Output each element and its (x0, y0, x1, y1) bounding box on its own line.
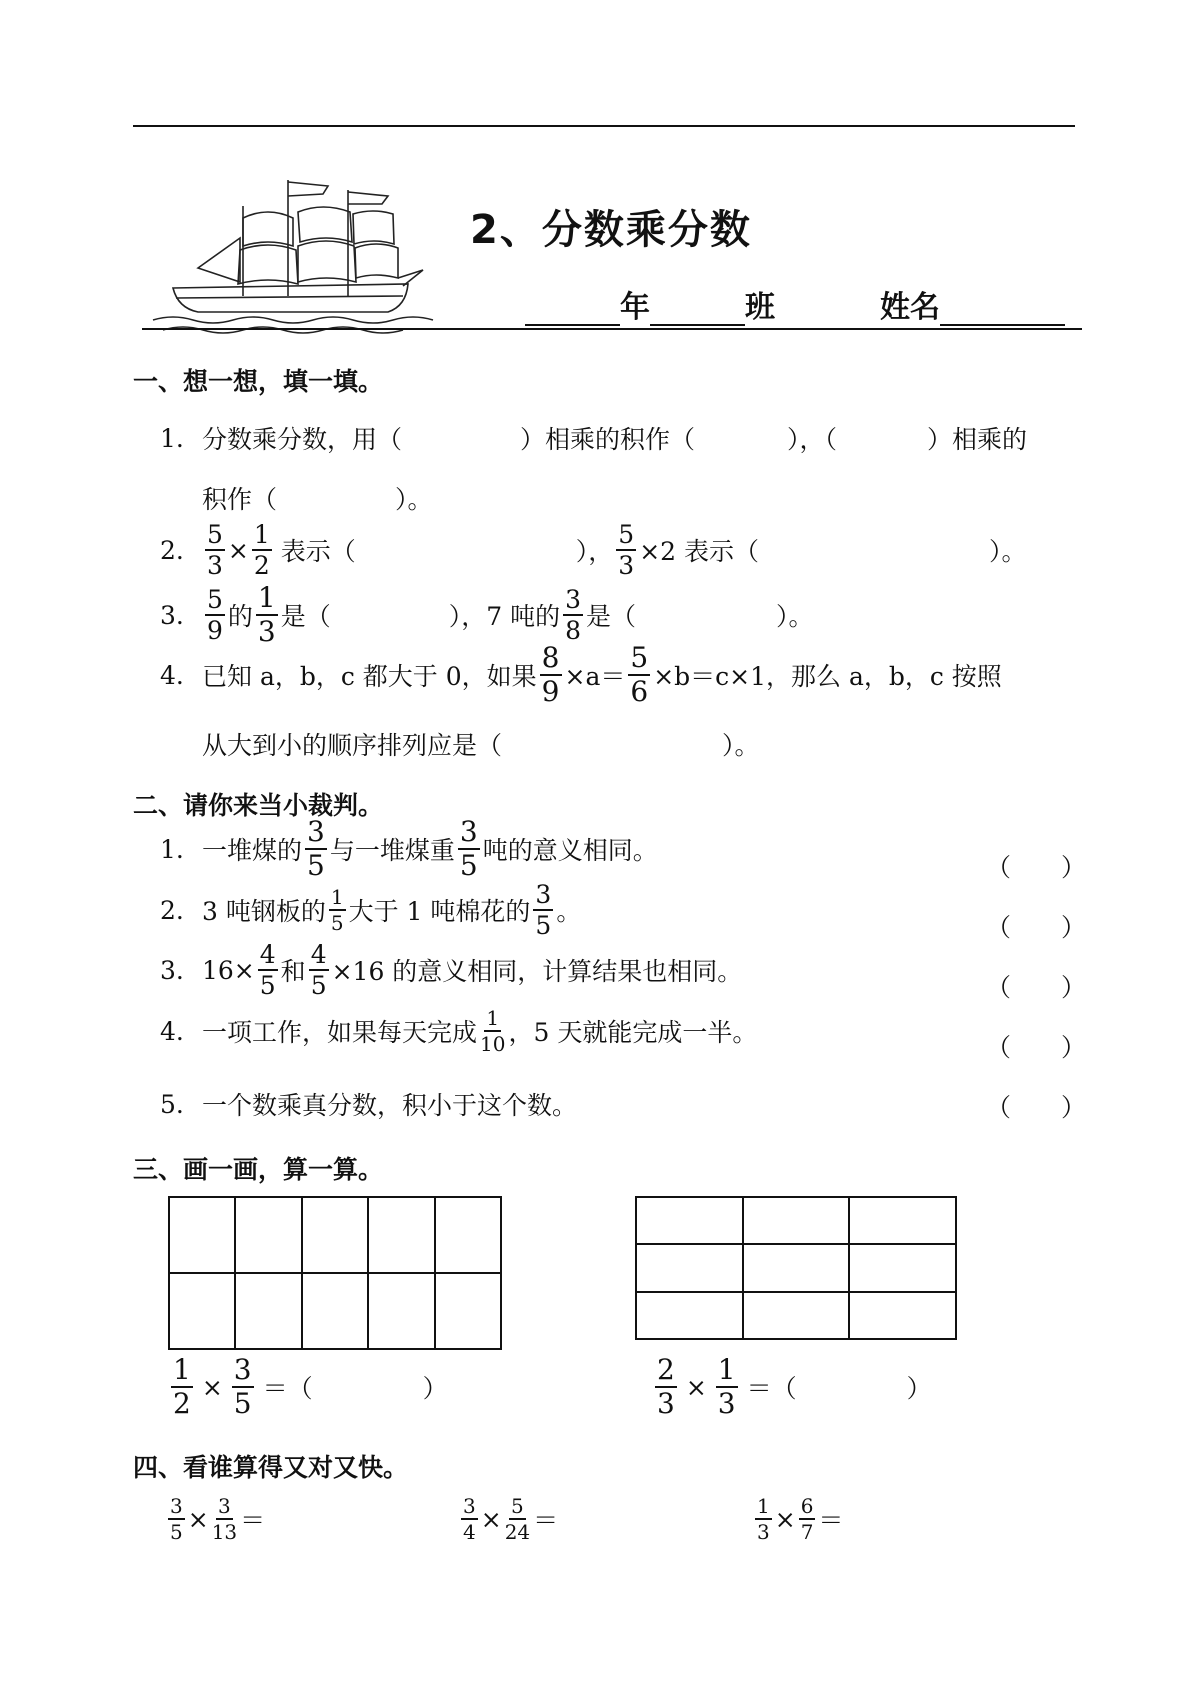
fraction (329, 887, 346, 933)
grade-blank[interactable] (525, 296, 620, 326)
numerator: 2 (657, 1353, 675, 1386)
numerator: 5 (618, 520, 635, 549)
student-info (525, 282, 775, 326)
fraction (168, 1496, 185, 1542)
fraction (628, 641, 650, 708)
name-label: 姓名 (880, 290, 940, 325)
denominator: 5 (310, 971, 327, 1000)
grid-2x5[interactable] (168, 1196, 502, 1350)
page-title: 2、分数乘分数 (470, 207, 752, 253)
fraction (458, 815, 480, 882)
s2-question-3: 3. 16× $\frac{4}{5}$ 和 $\frac{4}{5}$ ×16 的意义相同，计算结果也相同。 (160, 940, 743, 1000)
denominator: 24 (504, 1520, 531, 1544)
s1-question-1-cont: 积作（ ）。 (202, 485, 433, 514)
fraction (505, 1496, 530, 1542)
denominator: 13 (211, 1520, 238, 1544)
numerator: 1 (253, 520, 270, 549)
denominator: 3 (257, 615, 276, 648)
numerator: 3 (459, 815, 478, 848)
fraction (205, 522, 225, 578)
denominator: 3 (657, 1387, 675, 1420)
numerator: 3 (307, 815, 325, 848)
s4-expression-1: $\frac{3}{5}$ × $\frac{3}{13}$ ＝ (170, 1494, 266, 1544)
fraction (480, 1008, 505, 1054)
numerator: 3 (170, 1494, 183, 1518)
denominator: 8 (565, 616, 582, 645)
denominator: 3 (207, 551, 223, 580)
numerator: 1 (257, 581, 276, 614)
name-blank[interactable] (940, 296, 1065, 326)
denominator: 3 (618, 551, 635, 580)
denominator: 10 (480, 1032, 506, 1056)
numerator: 1 (173, 1353, 191, 1386)
fraction (258, 942, 278, 998)
denominator: 9 (207, 616, 223, 645)
denominator: 4 (463, 1520, 476, 1544)
s1-question-1: 1. 分数乘分数，用（ ）相乘的积作（ ），（ ）相乘的 (160, 423, 1028, 454)
numerator: 3 (233, 1353, 252, 1386)
numerator: 6 (800, 1494, 814, 1518)
top-rule (133, 125, 1075, 127)
class-label: 班 (745, 290, 775, 325)
fraction (655, 1353, 677, 1420)
s2-question-5: 5. 一个数乘真分数，积小于这个数。 (160, 1089, 578, 1120)
numerator: 8 (541, 641, 560, 674)
s4-expression-2: $\frac{3}{4}$ × $\frac{5}{24}$ ＝ (463, 1494, 559, 1544)
denominator: 5 (170, 1520, 183, 1544)
numerator: 1 (757, 1494, 770, 1518)
numerator: 3 (218, 1494, 231, 1518)
denominator: 3 (757, 1520, 770, 1544)
denominator: 5 (459, 849, 478, 882)
fraction (540, 641, 562, 708)
numerator: 5 (207, 520, 223, 549)
numerator: 5 (630, 641, 649, 674)
header-rule (142, 328, 1082, 330)
denominator: 5 (233, 1387, 252, 1420)
numerator: 1 (486, 1006, 500, 1030)
numerator: 1 (717, 1353, 736, 1386)
s3-expression-1: $\frac{1}{2}$ × $\frac{3}{5}$ ＝（ ） (173, 1353, 448, 1420)
numerator: 3 (565, 585, 582, 614)
fraction (461, 1496, 478, 1542)
sailing-ship-illustration (148, 178, 438, 338)
fraction (616, 522, 636, 578)
judge-box[interactable]: （ ） (986, 853, 1087, 882)
fraction (305, 815, 327, 882)
fraction (232, 1353, 254, 1420)
fraction (799, 1496, 816, 1542)
numerator: 3 (463, 1494, 476, 1518)
s1-question-4-cont: 从大到小的顺序排列应是（ ）。 (202, 731, 760, 760)
numerator: 4 (259, 940, 276, 969)
denominator: 6 (630, 675, 649, 708)
grid-3x3[interactable] (635, 1196, 957, 1340)
fraction (309, 942, 329, 998)
fraction (212, 1496, 237, 1542)
s2-question-2: 2. 3 吨钢板的 $\frac{1}{5}$ 大于 1 吨棉花的 $\frac{3}{5}$ 。 (160, 880, 582, 940)
denominator: 7 (800, 1520, 814, 1544)
section3-heading: 三、画一画，算一算。 (133, 1155, 384, 1184)
s4-expression-3: $\frac{1}{3}$ × $\frac{6}{7}$ ＝ (757, 1494, 844, 1544)
grade-label: 年 (620, 290, 650, 325)
fraction (171, 1353, 193, 1420)
s1-question-4: 4. 已知 a，b，c 都大于 0，如果 $\frac{8}{9}$ ×a＝ $\frac{5}{6}$ ×b＝c×1，那么 a，b，c 按照 (160, 641, 1002, 708)
denominator: 5 (535, 911, 552, 940)
denominator: 3 (717, 1387, 736, 1420)
numerator: 4 (310, 940, 327, 969)
class-blank[interactable] (650, 296, 745, 326)
fraction (755, 1496, 772, 1542)
denominator: 2 (253, 551, 270, 580)
fraction (563, 587, 583, 643)
denominator: 5 (259, 971, 276, 1000)
judge-box[interactable]: （ ） (986, 1093, 1087, 1122)
numerator: 3 (535, 880, 552, 909)
section2-heading: 二、请你来当小裁判。 (133, 791, 384, 820)
judge-box[interactable]: （ ） (986, 1033, 1087, 1062)
fraction (533, 882, 553, 938)
denominator: 9 (541, 675, 560, 708)
denominator: 2 (173, 1387, 191, 1420)
s3-expression-2: $\frac{2}{3}$ × $\frac{1}{3}$ ＝（ ） (657, 1353, 932, 1420)
numerator: 5 (207, 585, 223, 614)
numerator: 1 (330, 885, 344, 909)
s1-question-2: 2. $\frac{5}{3}$ × $\frac{1}{2}$ 表示（ ）， $\frac{5}{3}$ ×2 表示（ ）。 (160, 520, 1027, 580)
judge-box[interactable]: （ ） (986, 973, 1087, 1002)
s1-question-3: 3. $\frac{5}{9}$ 的 $\frac{1}{3}$ 是（ ），7 吨的 $\frac{3}{8}$ 是（ ）。 (160, 581, 814, 648)
fraction (252, 522, 272, 578)
numerator: 5 (511, 1494, 524, 1518)
fraction (205, 587, 225, 643)
section4-heading: 四、看谁算得又对又快。 (133, 1453, 409, 1482)
s2-question-4: 4. 一项工作，如果每天完成 $\frac{1}{10}$ ，5 天就能完成一半。 (160, 1006, 758, 1056)
fraction (716, 1353, 738, 1420)
section1-heading: 一、想一想，填一填。 (133, 367, 384, 396)
denominator: 5 (307, 849, 325, 882)
fraction (256, 581, 278, 648)
judge-box[interactable]: （ ） (986, 913, 1087, 942)
s2-question-1: 1. 一堆煤的 $\frac{3}{5}$ 与一堆煤重 $\frac{3}{5}$ 吨的意义相同。 (160, 815, 658, 882)
denominator: 5 (330, 911, 344, 935)
name-field (880, 282, 1065, 326)
